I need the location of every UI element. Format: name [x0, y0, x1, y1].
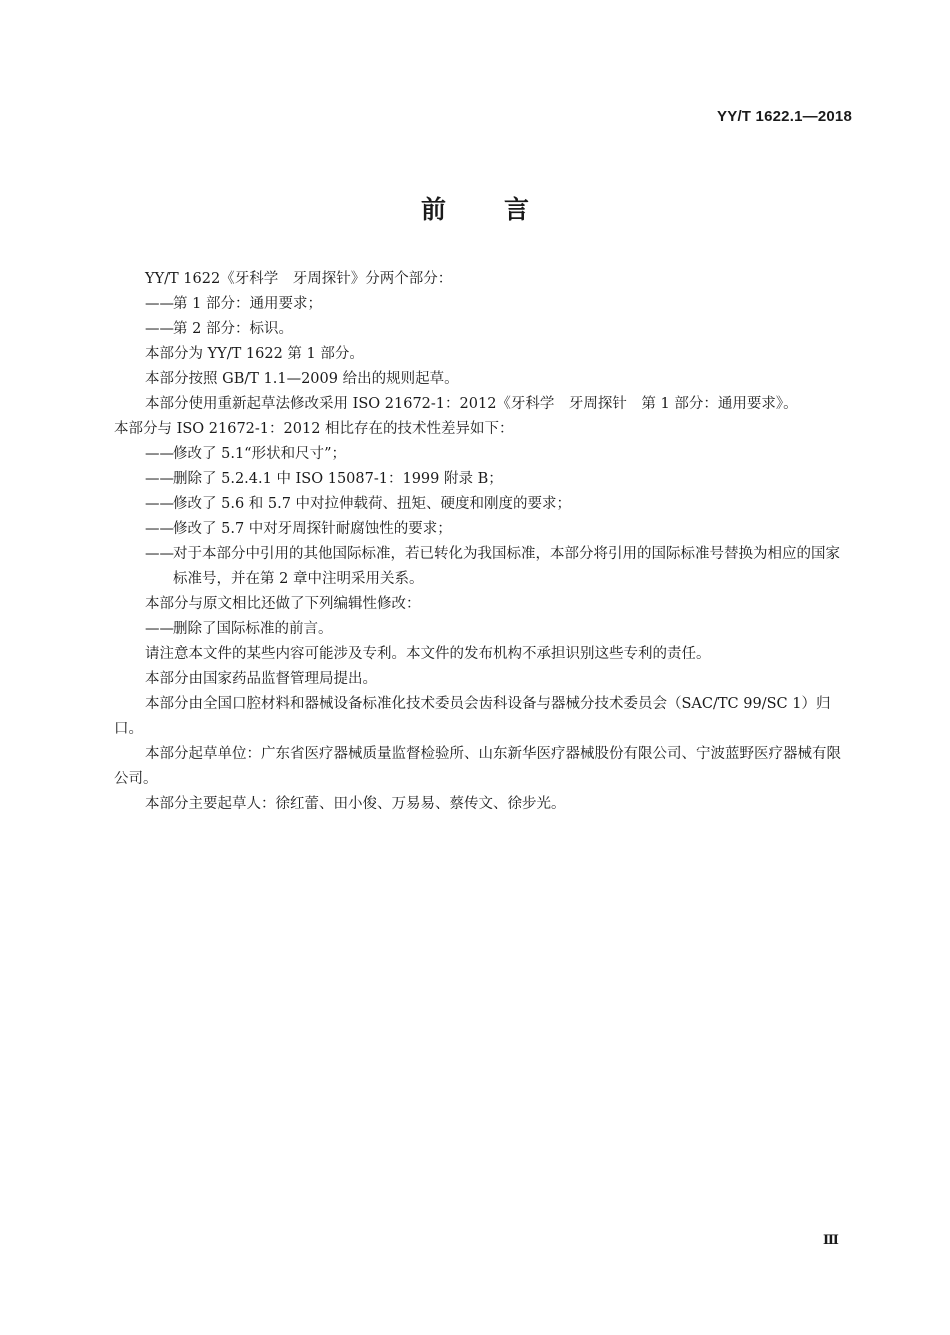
proposed-by-paragraph: 本部分由国家药品监督管理局提出。: [145, 671, 377, 687]
dash-marker: ——: [145, 621, 174, 637]
standard-code: YY/T 1622.1—2018: [717, 108, 852, 125]
dash-marker: ——: [145, 496, 174, 512]
page-number: Ⅲ: [823, 1233, 839, 1248]
page-title: [0, 190, 950, 226]
drafting-units-paragraph: 本部分起草单位：广东省医疗器械质量监督检验所、山东新华医疗器械股份有限公司、宁波蓝野医疗器械有限公司。: [114, 746, 841, 787]
difference-list-item: ——对于本部分中引用的其他国际标准，若已转化为我国标准，本部分将引用的国际标准号替换为相应的国家标准号，并在第 2 章中注明采用关系。: [145, 542, 854, 592]
adoption-paragraph: 本部分使用重新起草法修改采用 ISO 21672-1：2012《牙科学 牙周探针 第 1 部分：通用要求》。: [145, 396, 798, 412]
title-char-1: 前: [420, 195, 446, 224]
intro-paragraph: YY/T 1622《牙科学 牙周探针》分两个部分：: [145, 271, 453, 287]
dash-marker: ——: [145, 546, 174, 562]
difference-list-item: ——修改了 5.7 中对牙周探针耐腐蚀性的要求；: [145, 517, 854, 542]
patent-paragraph: 请注意本文件的某些内容可能涉及专利。本文件的发布机构不承担识别这些专利的责任。: [145, 646, 711, 662]
dash-marker: ——: [145, 521, 174, 537]
dash-marker: ——: [145, 296, 174, 312]
dash-marker: ——: [145, 446, 174, 462]
difference-list-item: ——修改了 5.1“形状和尺寸”；: [145, 442, 854, 467]
part-list-item: ——第 1 部分：通用要求；: [145, 292, 854, 317]
differences-intro-paragraph: 本部分与 ISO 21672-1：2012 相比存在的技术性差异如下：: [114, 421, 514, 437]
dash-marker: ——: [145, 471, 174, 487]
title-char-2: 言: [504, 195, 530, 224]
drafters-paragraph: 本部分主要起草人：徐红蕾、田小俊、万易易、蔡传文、徐步光。: [145, 796, 566, 812]
editorial-list-item: ——删除了国际标准的前言。: [145, 617, 854, 642]
dash-marker: ——: [145, 321, 174, 337]
part-list-item: ——第 2 部分：标识。: [145, 317, 854, 342]
difference-list-item: ——修改了 5.6 和 5.7 中对拉伸载荷、扭矩、硬度和刚度的要求；: [145, 492, 854, 517]
centralized-by-paragraph: 本部分由全国口腔材料和器械设备标准化技术委员会齿科设备与器械分技术委员会（SAC/TC 99/SC 1）归口。: [114, 696, 831, 737]
drafting-rules-paragraph: 本部分按照 GB/T 1.1—2009 给出的规则起草。: [145, 371, 459, 387]
difference-list-item: ——删除了 5.2.4.1 中 ISO 15087-1：1999 附录 B；: [145, 467, 854, 492]
part-of-paragraph: 本部分为 YY/T 1622 第 1 部分。: [145, 346, 364, 362]
editorial-intro-paragraph: 本部分与原文相比还做了下列编辑性修改：: [145, 596, 421, 612]
foreword-body: [114, 267, 854, 817]
